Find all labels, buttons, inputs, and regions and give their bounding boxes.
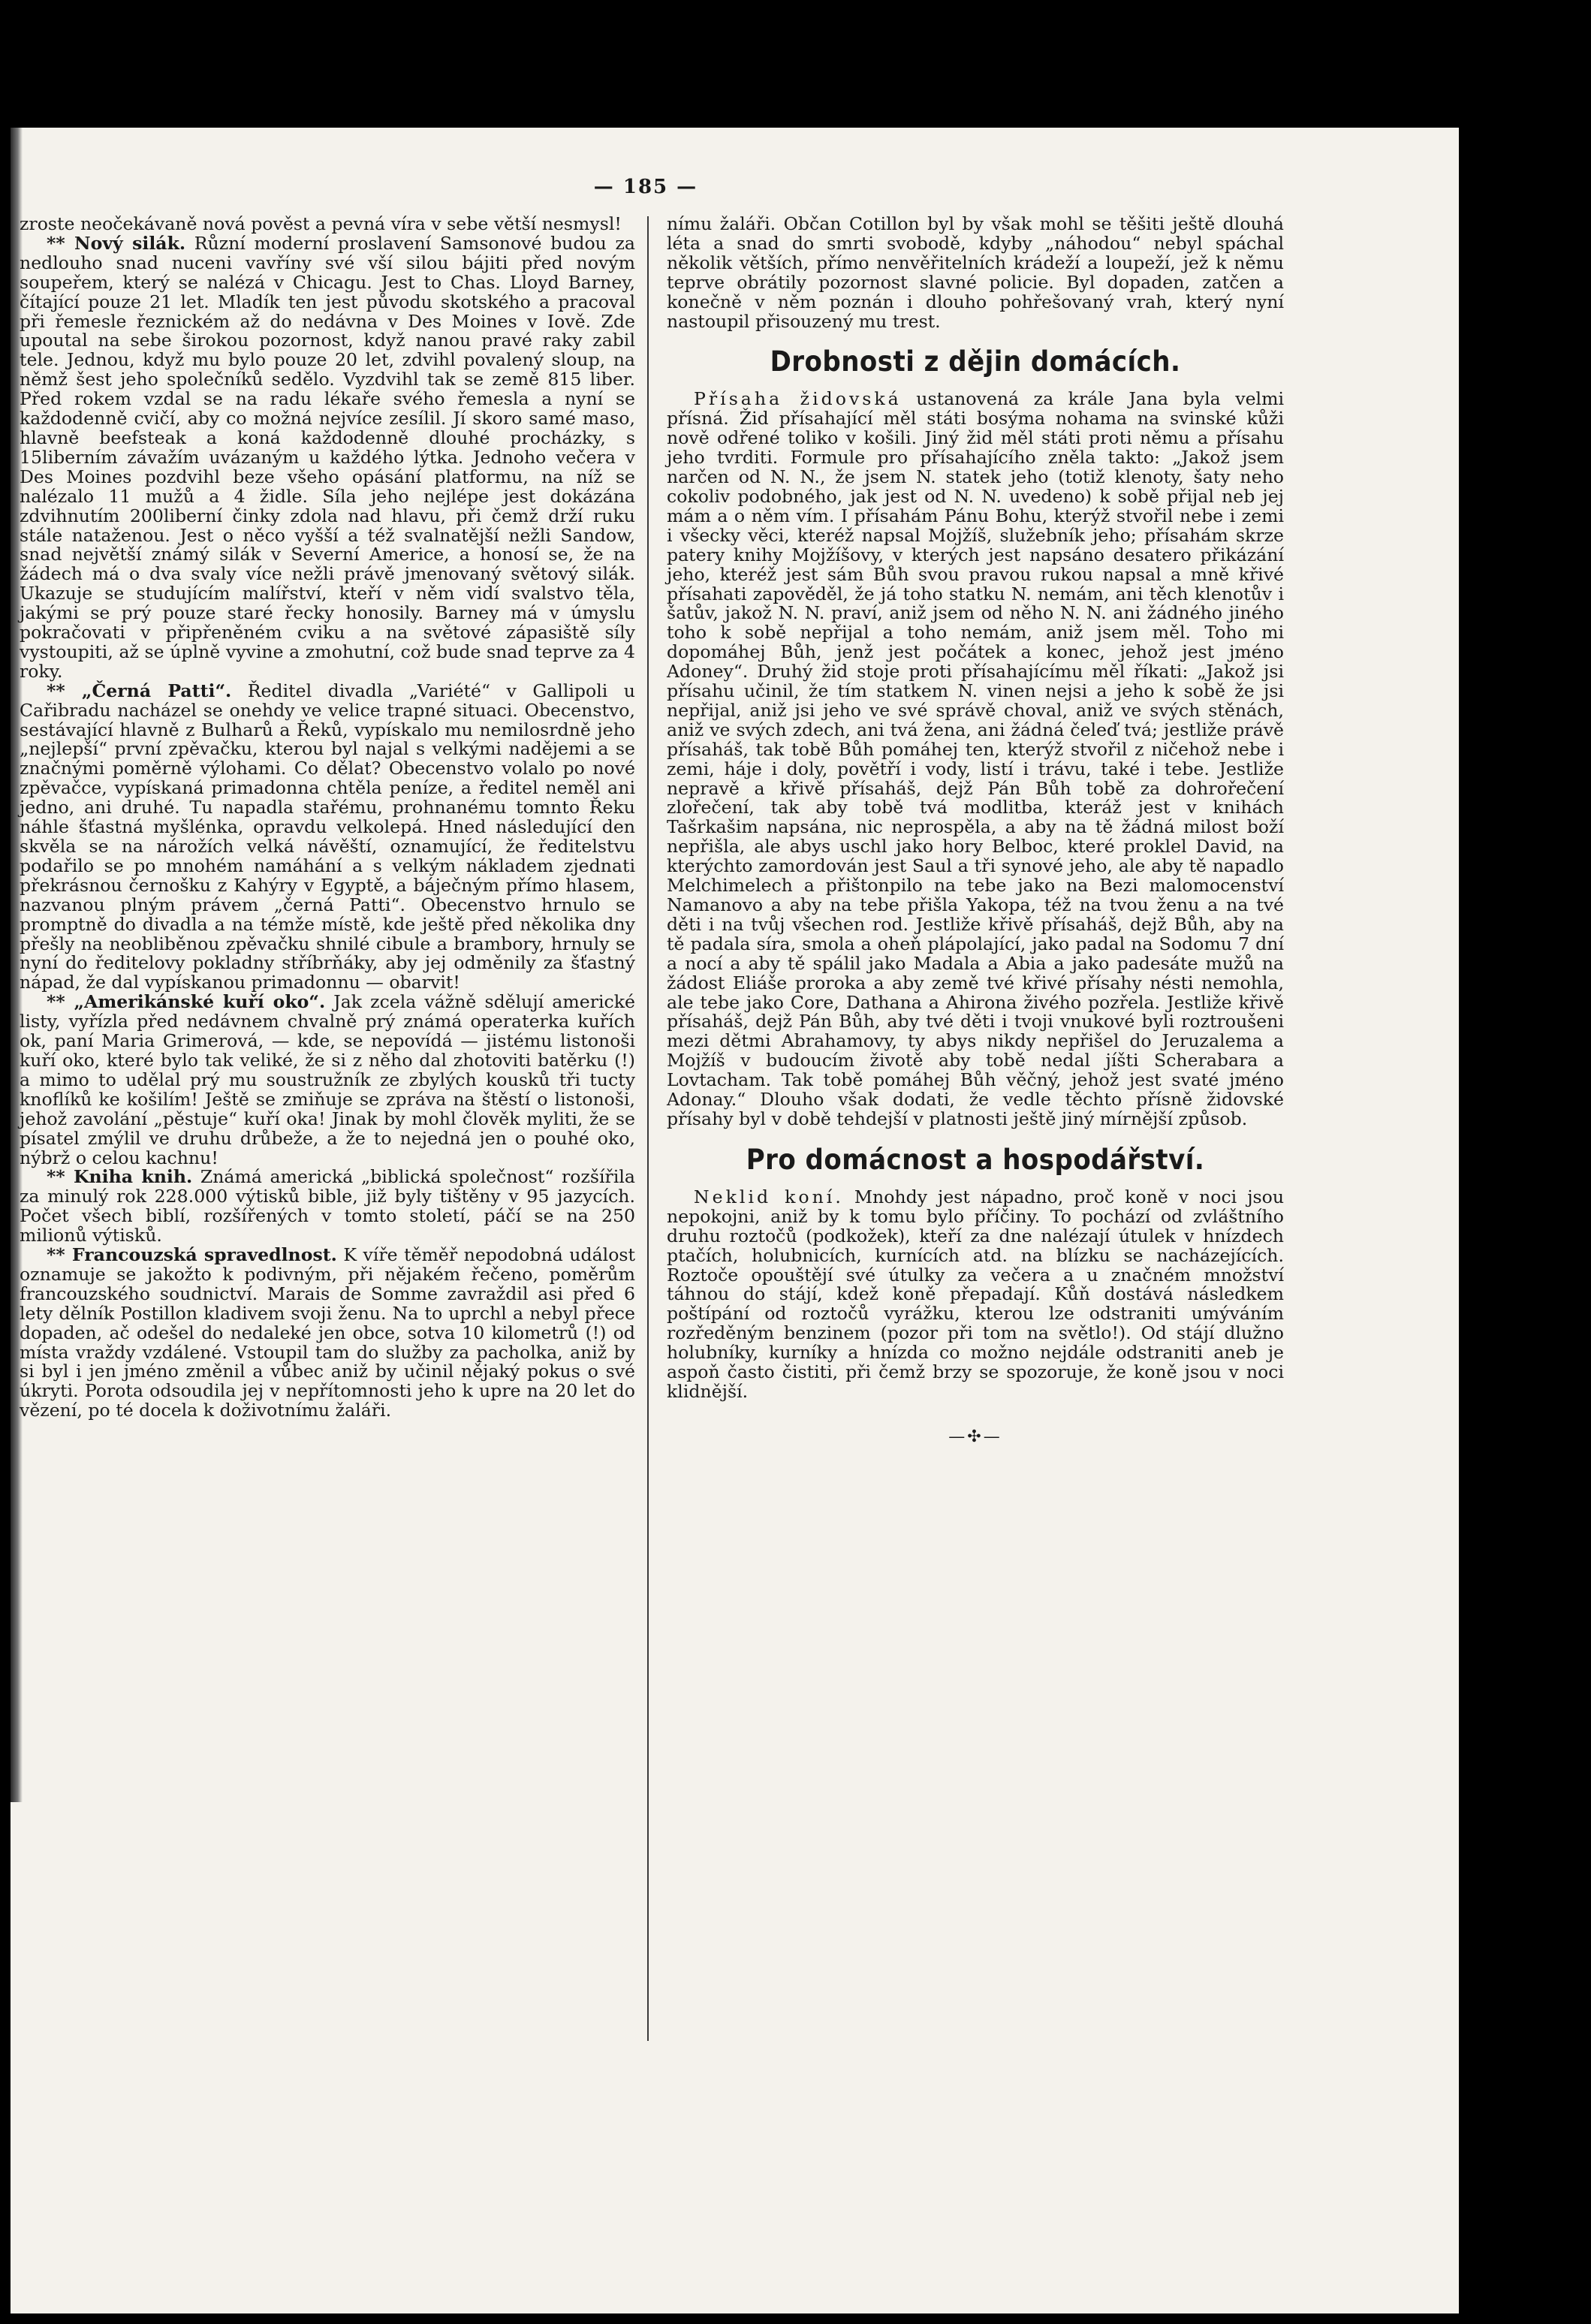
article-cerna-patti [20, 682, 635, 993]
article-kniha-knih [20, 1168, 635, 1246]
scan-border-bottom [0, 2313, 1591, 2324]
section-heading-domacnost: Pro domácnost a hospodářství. [746, 1143, 1205, 1176]
scan-border-right [1459, 0, 1591, 2324]
article-heading: ** Nový silák. [47, 232, 186, 254]
article-body: Mnohdy jest nápadno, proč koně v noci jsou nepokojni, aniž by k tomu bylo příčiny. To pochází od zvláštního druhu roztočů (podkožek), kteří za dne nalézají útulek v hnízdech ptačích, holubnicích, kurnících atd. na blízku se nacházejících. Roztoče opouštějí své útulky za večera a u značném množství táhnou do stájí, kdež koně přepadají. Kůň dostává následkem poštípání od roztočů vyrážku, kterou lze odstraniti umýváním rozředěným benzinem (pozor při tom na světlo!). Od stájí dlužno holubníky, kurníky a hnízda co možno nejdále odstraniti aneb je aspoň často čistiti, při čemž brzy se spozoruje, že koně jsou v noci klidnější. [667, 1186, 1285, 1402]
left-column [20, 215, 635, 1421]
article-body: Ředitel divadla „Variété“ v Gallipoli u Cařibradu nacházel se onehdy ve velice trapné situaci. Obecenstvo, sestávající hlavně z Bulharů a Řeků, vypískalo mu nemilosrdně jeho „nejlepší“ první zpěvačku, kterou byl najal s velkými nadějemi a se značnými poměrně výlohami. Co dělat? Obecenstvo volalo po nové zpěvačce, vypískaná primadonna chtěla peníze, a ředitel neměl ani jedno, ani druhé. Tu napadla stařému, prohnanému tomnto Řeku náhle šťastná myšlénka, opravdu velkolepá. Hned následující den skvěla se na nárožích velká návěští, oznamující, že ředitelstvu podařilo se po mnohém namáhání a s velkým nákladem zjednati překrásnou černošku z Kahýry v Egyptě, a báječným přímo hlasem, nazvanou plným právem „černá Patti“. Obecenstvo hrnulo se promptně do divadla a na témže místě, kde ještě před několika dny přešly na neobliběnou zpěvačku shnilé cibule a brambory, hrnuly se nyní do ředitelovy pokladny stříbrňáky, aby jej odměnily za šťastný nápad, že dal vypískanou primadonnu — obarvit! [20, 680, 636, 993]
article-heading: ** „Černá Patti“. [47, 680, 232, 701]
article-body: K víře těměř nepodobná událost oznamuje se jakožto k podivným, při nějakém řečeno, poměrům francouzského soudnictví. Marais de Somme zavraždil asi před 6 lety dělník Postillon kladivem svoji ženu. Na to uprchl a nebyl přece dopaden, ač odešel do nedaleké jen obce, sotva 10 kilometrů (!) od místa vraždy vzdálené. Vstoupil tam do služby za pacholka, aniž by si byl i jen jméno změnil a vůbec aniž by učinil nějaký pokus o své úkryti. Porota odsoudila jej v nepřítomnosti jeho k upre na 20 let do vězení, po té docela k doživotnímu žaláři. [20, 1244, 635, 1421]
article-heading: Přísaha židovská [694, 388, 902, 410]
page-number: — 185 — [593, 176, 698, 198]
scan-border-left [0, 0, 11, 2324]
article-body: Různí moderní proslavení Samsonové budou za nedlouho snad nuceni vavříny své vší silou bájiti před novým soupeřem, který se nalézá v Chicagu. Jest to Chas. Lloyd Barney, čítající pouze 21 let. Mladík ten jest původu skotského a pracoval při řemesle řeznickém až do nedávna v Des Moines v Iově. Zde upoutal na sebe širokou pozornost, když nanou pravé raky zabil tele. Jednou, když mu bylo pouze 20 let, zdvihl povalený sloup, na němž šest jeho společníků sedělo. Vyzdvihl tak se země 815 liber. Před rokem vzdal se na radu lékaře svého řemesla a nyní se každodenně cvičí, aby co možná nejvíce zesílil. Jí skoro samé maso, hlavně beefsteak a koná každodenně dlouhé procházky, s 15liberním závažím uvázaným u každého lýtka. Jednoho večera v Des Moines pozdvihl beze všeho opásání platformu, na níž se nalézalo 11 mužů a 4 židle. Síla jeho nejlépe jest dokázána zdvihnutím 200liberní činky zdola nad hlavu, při čemž drží ruku stále nataženou. Jest o něco vyšší a též svalnatější nežli Sandow, snad největší známý silák v Severní Americe, a honosí se, že na žádech má o dva svaly více nežli právě jmenovaný světový silák. Ukazuje se studujícím malířství, kteří v něm vidí svalstvo těla, jakými se prý pouze staré řecky honosily. Barney má v úmyslu pokračovati v připřeněném cviku a na světové zápasiště síly vystoupiti, až se úplně vyvine a zmohutní, což bude snad teprve za 4 roky. [20, 232, 635, 682]
paragraph-continued: nímu žaláři. Občan Cotillon byl by však mohl se těšiti ještě dlouhá léta a snad do smrti svobodě, kdyby „náhodou“ nebyl spáchal několik větších, přímo nenvěřitelních krádeží a loupeží, jež k němu teprve obrátily pozornost slavné policie. Byl dopaden, zatčen a konečně v něm poznán i dlouho pohřešovaný vrah, který nyní nastoupil přisouzený mu trest. [667, 213, 1284, 332]
article-francouzska-spravedlnost [20, 1246, 635, 1421]
right-column [667, 215, 1284, 1447]
article-novy-silak [20, 234, 635, 682]
paragraph-continued: zroste neočekávaně nová pověst a pevná víra v sebe větší nesmysl! [20, 213, 622, 234]
section-heading-drobnosti: Drobnosti z dějin domácích. [770, 345, 1181, 378]
scan-border-top [0, 0, 1591, 128]
article-body: Jak zcela vážně sdělují americké listy, vyřízla před nedávnem chvalně prý známá operaterka kuřích ok, paní Maria Grimerová, — kde, se nepovídá — jistému listonoši kuří oko, které bylo tak veliké, že si z něho dal zhotoviti batěrku (!) a mimo to udělal prý mu soustružník ze zbylých kousků tři tucty knoflíků ke košilím! Ještě se zmiňuje se zpráva na štěstí o listonoši, jehož zavolání „pěstuje“ kuří oka! Jinak by mohl člověk myliti, že se písatel zmýlil ve druhu drůbeže, a že to nejedná jen o pouhé oko, nýbrž o celou kachnu! [20, 991, 635, 1168]
article-prisaha-zidovska [667, 390, 1284, 1129]
article-heading: Neklid koní. [694, 1186, 844, 1207]
article-heading: ** Kniha knih. [47, 1166, 193, 1188]
article-heading: ** „Amerikánské kuří oko“. [47, 991, 326, 1013]
article-heading: ** Francouzská spravedlnost. [47, 1244, 337, 1266]
article-kuri-oko [20, 993, 635, 1168]
article-body: ustanovená za krále Jana byla velmi přísná. Žid přísahající měl státi bosýma nohama na svinské kůži nově odřené toliko v košili. Jiný žid měl státi proti němu a přísahu jeho tvrditi. Formule pro přísahajícího zněla takto: „Jakož jsem narčen od N. N., že jsem N. statek jeho (totiž klenoty, šaty neho cokoliv podobného, jak jest od N. N. uvedeno) k sobě přijal neb jej mám a o něm vím. I přísahám Pánu Bohu, kterýž stvořil nebe i zemi i všecky věci, kteréž napsal Mojžíš, služebník jeho; přísahám skrze patery knihy Mojžíšovy, v kterých jest napsáno desatero přikázání jeho, kteréž jest sám Bůh svou pravou rukou napsal a mně křivé přísahati zapověděl, že já toho statku N. nemám, ani těch klenotův i šatův, jakož N. N. praví, aniž jsem od něho N. N. ani žádného jiného toho k sobě nepřijal a toho nemám, aniž jsem měl. Toho mi dopomáhej Bůh, jenž jest počátek a konec, jehož jest jméno Adoney“. Druhý žid stoje proti přísahajícímu měl říkati: „Jakož jsi přísahu učinil, že tím statkem N. vinen nejsi a jeho k sobě že jsi nepřijal, aniž jsi jeho ve své správě choval, aniž ve svých stěnách, aniž ve svých zdech, ani tvá žena, ani žádná čeleď tvá; jestliže právě přísaháš, tak tobě Bůh pomáhej ten, kterýž stvořil z ničehož nebe i zemi, háje i doly, povětří i vody, listí i trávu, také i tebe. Jestliže nepravě a křivě přísaháš, dejž Pán Bůh tobě za dohrořečení zlořečení, tak aby tobě tvá modlitba, kteráž jest v knihách Tašrkašim napsána, nic neprospěla, a aby na tě žádná milost boží nepřišla, ale abys uschl jako hory Belboc, které proklel David, na kterýchto zamordován jest Saul a tři synové jeho, ale aby tě napadlo Melchimelech a přištonpilo na tebe jako na Bezi malomocenství Namanovo a aby na tebe přišla Yakopa, též na tvou ženu a na tvé děti i na tvůj všechen rod. Jestliže křivě přísaháš, dejž Bůh, aby na tě padala síra, smola a oheň plápolající, jako padal na Sodomu 7 dní a nocí a aby tě spálil jako Madala a Abia a jako padesáte mužů na žádost Eliáše proroka a aby země tvé křivé přísahy nésti nemohla, ale tebe jako Core, Dathana a Ahirona živého pozřela. Jestliže křivě přísaháš, dejž Pán Bůh, aby tvé děti i tvoji vnukové byli roztroušeni mezi dětmi Abrahamovy, ty abys nikdy nepřišel do Jeruzalema a Mojžíš v budoucím životě aby tobě nedal jíšti Scherabara a Lovtacham. Tak tobě pomáhej Bůh věčný, jehož jest svaté jméno Adonay.“ Dlouho však dodati, že vedle těchto přísně židovské přísahy byl v době tehdejší v platnosti ještě jiný mírnější způsob. [667, 388, 1284, 1129]
article-body: Známá americká „biblická společnost“ rozšířila za minulý rok 228.000 výtisků bible, již byly tištěny v 95 jazycích. Počet všech biblí, rozšířených v tomto století, páčí se na 250 milionů výtisků. [20, 1166, 635, 1246]
end-ornament: —✣— [948, 1427, 1002, 1446]
article-neklid-koni [667, 1188, 1284, 1402]
column-divider [647, 216, 649, 2041]
